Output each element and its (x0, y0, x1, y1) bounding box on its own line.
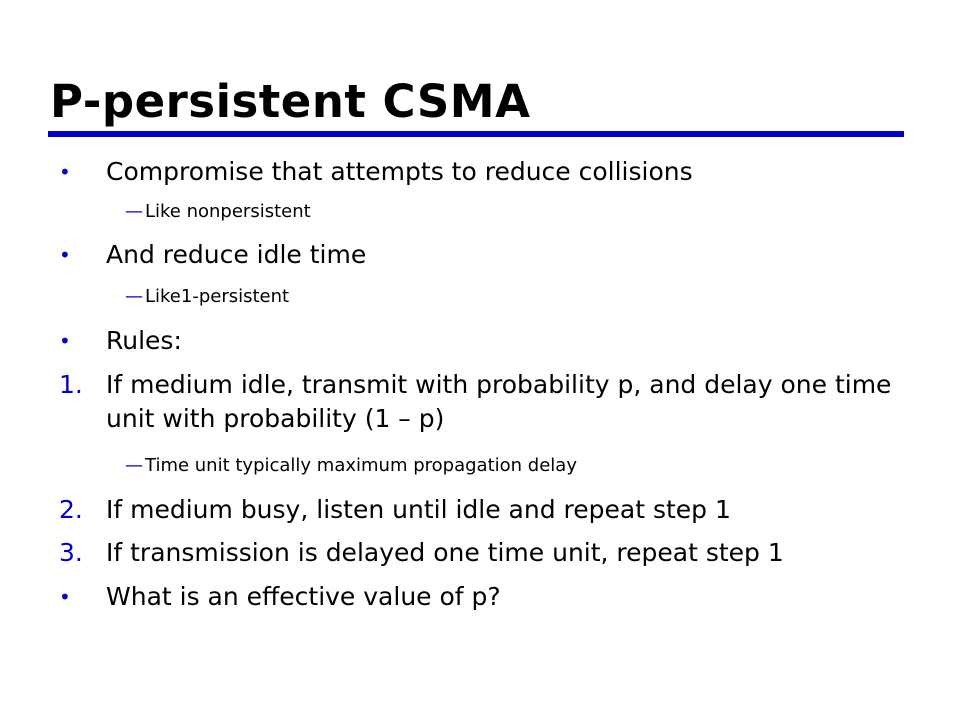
bullet-text: Compromise that attempts to reduce collisions (106, 157, 693, 186)
numbered-item (59, 368, 896, 436)
bullet-item (59, 238, 896, 272)
numbered-text: If transmission is delayed one time unit, repeat step 1 (106, 538, 784, 567)
sub-bullet-item (125, 453, 845, 479)
sub-bullet-item (125, 284, 845, 310)
numbered-item (59, 536, 896, 570)
dash-marker: — (125, 201, 143, 222)
bullet-text: Rules: (106, 326, 182, 355)
number-marker: 3. (59, 538, 83, 567)
dash-marker: — (125, 455, 143, 476)
sub-bullet-text: Like1-persistent (145, 286, 290, 307)
title-underline-rule (48, 131, 904, 137)
slide-title: P-persistent CSMA (50, 75, 531, 128)
bullet-marker: • (59, 585, 71, 609)
number-marker: 2. (59, 495, 83, 524)
bullet-marker: • (59, 243, 71, 267)
sub-bullet-text: Time unit typically maximum propagation delay (145, 455, 577, 476)
bullet-text: And reduce idle time (106, 240, 367, 269)
bullet-marker: • (59, 329, 71, 353)
bullet-marker: • (59, 160, 71, 184)
bullet-item (59, 324, 896, 358)
sub-bullet-item (125, 199, 845, 225)
numbered-item (59, 493, 896, 527)
number-marker: 1. (59, 370, 83, 399)
numbered-text: If medium busy, listen until idle and repeat step 1 (106, 495, 731, 524)
sub-bullet-text: Like nonpersistent (145, 201, 311, 222)
dash-marker: — (125, 286, 143, 307)
bullet-item (59, 580, 896, 614)
bullet-text: What is an effective value of p? (106, 582, 501, 611)
bullet-item (59, 155, 896, 189)
numbered-text: If medium idle, transmit with probability p, and delay one time unit with probability (1 – p) (106, 370, 892, 433)
